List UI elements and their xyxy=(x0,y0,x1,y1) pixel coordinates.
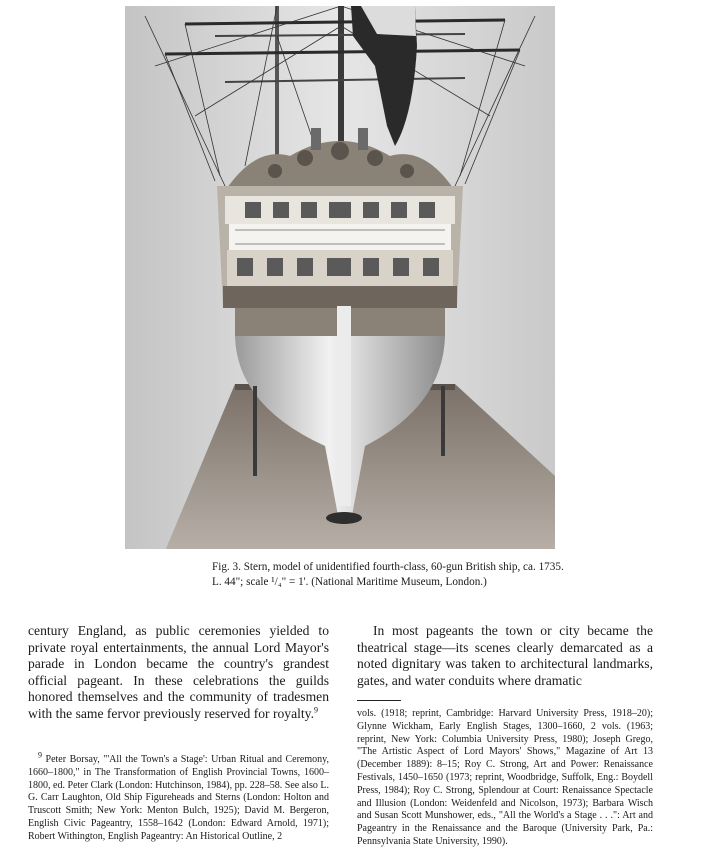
footnote-left xyxy=(28,750,329,844)
body-text-right-column xyxy=(357,623,653,689)
footnote-reference: 9 xyxy=(314,705,318,715)
body-paragraph-left: century England, as public ceremonies yielded to private royal entertainments, the annual Lord Mayor's parade in London became the country's grandest official pageant. In these celebrations the guilds honored themselves and the community of tradesmen with the same fervor previously reserved for royalty. xyxy=(28,623,329,721)
footnote-separator xyxy=(357,700,401,701)
figure-caption xyxy=(212,560,602,590)
footnote-number: 9 xyxy=(38,750,42,760)
caption-line-2: L. 44"; scale ¹/₄" = 1'. (National Maritime Museum, London.) xyxy=(212,576,487,588)
body-paragraph-right: In most pageants the town or city became the theatrical stage—its scenes clearly demarcated as a noted dignitary was taken to architectural landmarks, gates, and water conduits where dramatic xyxy=(357,623,653,688)
footnote-right-text: vols. (1918; reprint, Cambridge: Harvard University Press, 1918–20); Glynne Wickham, Early English Stages, 1300–1660, 2 vols. (1963; reprint, New York: Columbia University Press, 1980); Joseph Grego, "The Artistic Aspect of Lord Mayors' Shows," Magazine of Art 13 (December 1889): 8–15; Roy C. Strong, Art and Power: Renaissance Festivals, 1450–1650 (1973; reprint, Woodbridge, Suffolk, Eng.: Boydell Press, 1984); Roy C. Strong, Splendour at Court: Renaissance Spectacle and Illusion (London: Weidenfeld and Nicolson, 1973); Barbara Wisch and Susan Scott Munshower, eds., "All the World's a Stage . . .": Art and Pageantry in the Renaissance and the Baroque (University Park, Pa.: Pennsylvania State University, 1990). xyxy=(357,708,653,847)
footnote-right xyxy=(357,708,653,849)
footnote-left-text: Peter Borsay, "'All the Town's a Stage': Urban Ritual and Ceremony, 1660–1800," in The Transformation of English Provincial Towns, 1600–1800, ed. Peter Clark (London: Hutchinson, 1984), pp. 228–58. See also L. G. Carr Laughton, Old Ship Figureheads and Sterns (London: Holton and Truscott Smith; New York: Menton Bulch, 1925); David M. Bergeron, English Civic Pageantry, 1558–1642 (London: Edward Arnold, 1971); Robert Withington, English Pageantry: An Historical Outline, 2 xyxy=(28,754,329,842)
caption-line-1: Fig. 3. Stern, model of unidentified fourth-class, 60-gun British ship, ca. 1735. xyxy=(212,561,564,573)
ship-stern-photograph xyxy=(125,6,555,549)
body-text-left-column xyxy=(28,623,329,723)
